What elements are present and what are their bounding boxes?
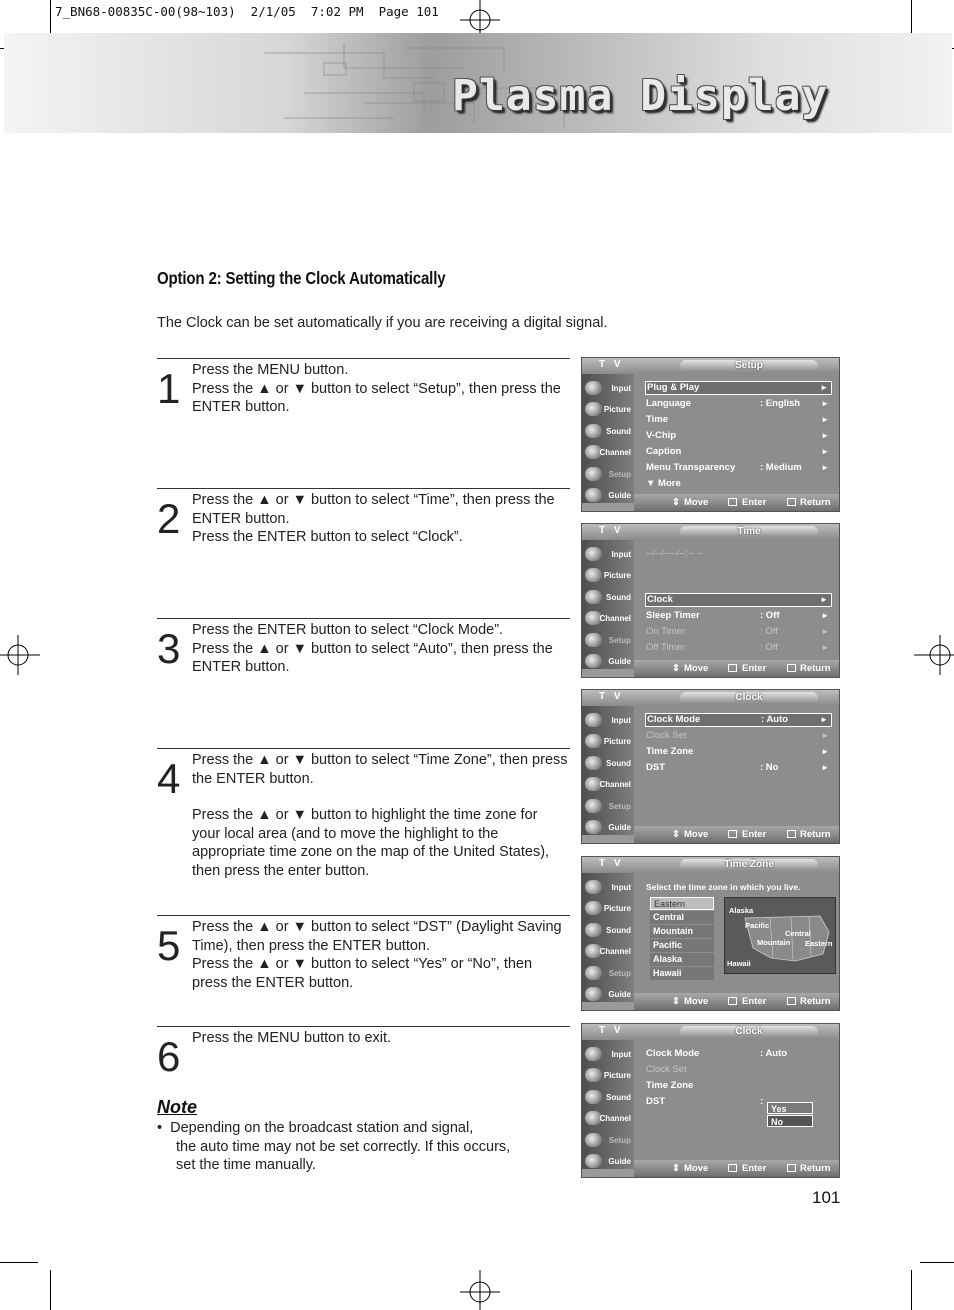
- osd-title: Time Zone: [680, 859, 818, 871]
- osd-sidebar-item: [584, 485, 633, 505]
- osd-sidebar-item: [584, 731, 633, 751]
- step-text: Press the ▲ or ▼ button to select “Auto”, then press the ENTER button.: [192, 640, 553, 675]
- osd-row-label: Language: [646, 398, 691, 409]
- guide-icon: [585, 1154, 602, 1168]
- crop-mark: [911, 1270, 912, 1310]
- return-icon: [787, 664, 796, 672]
- osd-row-value: : Off: [760, 610, 780, 621]
- dst-option: No: [767, 1115, 813, 1127]
- osd-menu-row: [645, 761, 832, 775]
- map-label: Hawaii: [727, 959, 751, 968]
- note-title: Note: [157, 1097, 197, 1117]
- guide-icon: [585, 987, 602, 1001]
- osd-sidebar-label: Guide: [608, 491, 631, 500]
- osd-sidebar-item: [584, 920, 633, 940]
- osd-time-header: [645, 547, 832, 561]
- step-5: [157, 915, 570, 991]
- osd-title: Setup: [680, 360, 818, 372]
- osd-sidebar-item: [584, 442, 633, 462]
- return-icon: [787, 830, 796, 838]
- osd-prompt-text: Select the time zone in which you live.: [646, 882, 801, 892]
- tv-menu-screen-1: [581, 357, 840, 512]
- osd-tv-label: T V: [599, 1025, 624, 1036]
- registration-mark-icon: [0, 635, 40, 675]
- osd-sidebar-label: Picture: [603, 904, 631, 913]
- osd-return-label: Return: [800, 497, 831, 508]
- sound-icon: [585, 756, 602, 770]
- arrow-right-icon: ►: [820, 383, 828, 392]
- input-icon: [585, 547, 602, 561]
- step-number: 4: [157, 755, 181, 802]
- osd-sidebar-label: Picture: [603, 405, 631, 414]
- osd-menu-row: [645, 397, 832, 411]
- osd-sidebar-label: Channel: [599, 780, 631, 789]
- enter-icon: [728, 830, 737, 838]
- osd-sidebar-label: Channel: [599, 1114, 631, 1123]
- setup-icon: [585, 799, 602, 813]
- osd-sidebar-label: Setup: [608, 969, 631, 978]
- osd-row-value: : English: [760, 398, 801, 409]
- osd-sidebar-item: [584, 421, 633, 441]
- crop-mark: [920, 1262, 954, 1263]
- step-text: Press the ENTER button to select “Clock”.: [192, 529, 463, 545]
- osd-sidebar-item: [584, 898, 633, 918]
- time-zone-list: [650, 897, 714, 981]
- osd-tv-label: T V: [599, 691, 624, 702]
- note-line: set the time manually.: [176, 1157, 316, 1173]
- osd-sidebar-item: [584, 651, 633, 671]
- arrow-right-icon: ►: [821, 399, 829, 408]
- osd-main: [634, 374, 839, 503]
- osd-enter-label: Enter: [742, 497, 767, 508]
- input-icon: [585, 880, 602, 894]
- osd-menu-row: [645, 445, 832, 459]
- osd-sidebar-item: [584, 774, 633, 794]
- osd-row-label: On Timer: [646, 626, 686, 637]
- input-icon: [585, 713, 602, 727]
- osd-row-label: Off Timer: [646, 642, 685, 653]
- osd-menu-row: [645, 381, 832, 395]
- osd-row-label: Clock Mode: [647, 714, 701, 725]
- osd-sidebar-label: Sound: [606, 427, 631, 436]
- osd-enter-label: Enter: [742, 1163, 767, 1174]
- osd-move-label: Move: [684, 996, 709, 1007]
- osd-sidebar-item: [584, 753, 633, 773]
- osd-menu-row: [645, 461, 832, 475]
- osd-sidebar-label: Guide: [608, 823, 631, 832]
- osd-row-label: ▼ More: [646, 478, 681, 489]
- picture-icon: [585, 568, 602, 582]
- osd-enter-label: Enter: [742, 663, 767, 674]
- osd-row-label: Sleep Timer: [646, 610, 700, 621]
- enter-icon: [728, 498, 737, 506]
- up-down-arrows-icon: ⇕: [672, 497, 680, 508]
- registration-mark-icon: [460, 1270, 500, 1310]
- step-text: Press the ▲ or ▼ button to select “Yes” or “No”, then press the ENTER button.: [192, 956, 533, 991]
- arrow-right-icon: ►: [821, 627, 829, 636]
- step-text: Press the MENU button to exit.: [192, 1030, 392, 1046]
- osd-sidebar-label: Channel: [599, 448, 631, 457]
- osd-main: [634, 540, 839, 669]
- osd-row-label: DST: [646, 1096, 665, 1107]
- osd-sidebar-label: Guide: [608, 990, 631, 999]
- time-zone-item: Mountain: [650, 925, 714, 938]
- step-6: [157, 1026, 570, 1080]
- osd-sidebar-item: [584, 399, 633, 419]
- arrow-right-icon: ►: [821, 731, 829, 740]
- osd-menu-row: [645, 593, 832, 607]
- osd-sidebar-item: [584, 630, 633, 650]
- osd-row-label: DST: [646, 762, 665, 773]
- tv-menu-screen-4: [581, 856, 840, 1011]
- sound-icon: [585, 1090, 602, 1104]
- osd-sidebar-label: Sound: [606, 1093, 631, 1102]
- time-zone-item: Alaska: [650, 953, 714, 966]
- osd-bottom-bar: [634, 826, 839, 843]
- osd-menu-row: [645, 413, 832, 427]
- tv-menu-screen-3: [581, 689, 840, 844]
- osd-row-value: : Off: [760, 642, 778, 653]
- osd-time-value: --/--/----/--:-- --: [646, 548, 704, 559]
- arrow-right-icon: ►: [821, 747, 829, 756]
- setup-icon: [585, 467, 602, 481]
- guide-icon: [585, 820, 602, 834]
- osd-row-value: : Medium: [760, 462, 802, 473]
- note-line: Depending on the broadcast station and signal,: [170, 1120, 474, 1136]
- sound-icon: [585, 424, 602, 438]
- osd-sidebar-label: Input: [611, 384, 631, 393]
- osd-sidebar-item: [584, 464, 633, 484]
- tv-menu-screen-5: [581, 1023, 840, 1178]
- arrow-right-icon: ►: [821, 415, 829, 424]
- osd-sidebar: [582, 1040, 634, 1169]
- return-icon: [787, 498, 796, 506]
- osd-sidebar-item: [584, 941, 633, 961]
- osd-enter-label: Enter: [742, 996, 767, 1007]
- page-number: 101: [812, 1188, 841, 1207]
- osd-sidebar-item: [584, 1130, 633, 1150]
- osd-sidebar-item: [584, 963, 633, 983]
- osd-bottom-bar: [634, 494, 839, 511]
- step-text: Press the ▲ or ▼ button to highlight the time zone for your local area (and to move the highlight to the appropriate time zone on the map of the United States), then press the enter button.: [192, 807, 550, 879]
- header-banner: [4, 33, 952, 133]
- osd-main: [634, 1040, 839, 1169]
- osd-menu-row: [645, 609, 832, 623]
- up-down-arrows-icon: ⇕: [672, 829, 680, 840]
- arrow-right-icon: ►: [821, 643, 829, 652]
- arrow-right-icon: ►: [821, 611, 829, 620]
- sound-icon: [585, 923, 602, 937]
- osd-return-label: Return: [800, 829, 831, 840]
- us-time-zone-map: [724, 897, 836, 974]
- enter-icon: [728, 1164, 737, 1172]
- osd-row-label: Time: [646, 414, 669, 425]
- osd-row-value: : No: [760, 762, 779, 773]
- osd-sidebar-item: [584, 877, 633, 897]
- crop-mark: [0, 1262, 38, 1263]
- osd-sidebar-label: Channel: [599, 947, 631, 956]
- step-text: Press the ▲ or ▼ button to select “Time Zone”, then press the ENTER button.: [192, 752, 568, 787]
- print-slug: 7_BN68-00835C-00(98~103) 2/1/05 7:02 PM Page 101: [55, 4, 439, 19]
- osd-sidebar-item: [584, 984, 633, 1004]
- step-3: [157, 618, 570, 675]
- osd-row-value: : Auto: [761, 714, 789, 725]
- step-4: [157, 748, 570, 879]
- osd-row-value: : Auto: [760, 1048, 788, 1059]
- osd-sidebar-item: [584, 1044, 633, 1064]
- osd-move-label: Move: [684, 497, 709, 508]
- step-1: [157, 358, 570, 415]
- step-number: 2: [157, 495, 181, 542]
- osd-sidebar-item: [584, 817, 633, 837]
- up-down-arrows-icon: ⇕: [672, 663, 680, 674]
- osd-sidebar: [582, 706, 634, 835]
- section-title: Option 2: Setting the Clock Automatically: [157, 268, 446, 288]
- dst-options-popup: [767, 1102, 813, 1128]
- osd-title: Time: [680, 526, 818, 538]
- osd-menu-row: [645, 625, 832, 639]
- osd-menu-row: [645, 477, 832, 491]
- step-number: 3: [157, 625, 181, 672]
- arrow-right-icon: ►: [821, 431, 829, 440]
- osd-sidebar-item: [584, 1108, 633, 1128]
- registration-mark-icon: [914, 635, 954, 675]
- sound-icon: [585, 590, 602, 604]
- osd-menu-row: [645, 1047, 832, 1061]
- osd-sidebar-label: Picture: [603, 1071, 631, 1080]
- osd-row-label: Clock: [647, 594, 673, 605]
- map-label: Alaska: [729, 906, 754, 915]
- input-icon: [585, 381, 602, 395]
- osd-move-label: Move: [684, 1163, 709, 1174]
- banner-title: Plasma Display: [452, 71, 829, 121]
- osd-return-label: Return: [800, 996, 831, 1007]
- osd-sidebar-label: Input: [611, 550, 631, 559]
- osd-menu-row: [645, 429, 832, 443]
- osd-main: [634, 873, 839, 1002]
- osd-tv-label: T V: [599, 359, 624, 370]
- osd-menu-row: [645, 745, 832, 759]
- osd-sidebar: [582, 540, 634, 669]
- osd-sidebar-label: Guide: [608, 657, 631, 666]
- osd-sidebar-item: [584, 1065, 633, 1085]
- osd-row-label: Menu Transparency: [646, 462, 736, 473]
- guide-icon: [585, 488, 602, 502]
- step-number: 5: [157, 922, 181, 969]
- osd-sidebar-label: Sound: [606, 926, 631, 935]
- osd-bottom-bar: [634, 660, 839, 677]
- note-line: the auto time may not be set correctly. If this occurs,: [176, 1138, 511, 1155]
- osd-sidebar: [582, 873, 634, 1002]
- setup-icon: [585, 633, 602, 647]
- step-number: 1: [157, 365, 181, 412]
- picture-icon: [585, 901, 602, 915]
- osd-sidebar-label: Setup: [608, 636, 631, 645]
- osd-row-label: Time Zone: [646, 1080, 694, 1091]
- note-text: [157, 1119, 557, 1175]
- intro-text: The Clock can be set automatically if you are receiving a digital signal.: [157, 315, 608, 331]
- osd-title: Clock: [680, 1026, 818, 1038]
- osd-sidebar-label: Setup: [608, 470, 631, 479]
- step-text: Press the ENTER button to select “Clock Mode”.: [192, 622, 504, 638]
- osd-enter-label: Enter: [742, 829, 767, 840]
- arrow-right-icon: ►: [821, 447, 829, 456]
- osd-prompt: [645, 880, 832, 894]
- arrow-right-icon: ►: [820, 715, 828, 724]
- time-zone-item: Eastern: [650, 897, 714, 910]
- step-text: Press the MENU button.: [192, 362, 349, 378]
- time-zone-item: Central: [650, 911, 714, 924]
- picture-icon: [585, 1068, 602, 1082]
- map-label: Central: [785, 929, 811, 938]
- osd-menu-row: [645, 713, 832, 727]
- osd-sidebar-label: Input: [611, 883, 631, 892]
- dst-option: Yes: [767, 1102, 813, 1114]
- step-number: 6: [157, 1033, 181, 1080]
- picture-icon: [585, 402, 602, 416]
- guide-icon: [585, 654, 602, 668]
- osd-sidebar-item: [584, 544, 633, 564]
- osd-sidebar-item: [584, 565, 633, 585]
- osd-sidebar-item: [584, 796, 633, 816]
- return-icon: [787, 1164, 796, 1172]
- osd-bottom-bar: [634, 993, 839, 1010]
- setup-icon: [585, 966, 602, 980]
- osd-menu-row: [645, 1063, 832, 1077]
- up-down-arrows-icon: ⇕: [672, 996, 680, 1007]
- map-label: Pacific: [745, 921, 770, 930]
- osd-row-label: Caption: [646, 446, 682, 457]
- crop-mark: [50, 1270, 51, 1310]
- osd-row-value: : Off: [760, 626, 778, 637]
- osd-row-label: Plug & Play: [647, 382, 700, 393]
- map-label: Mountain: [757, 938, 791, 947]
- osd-sidebar-item: [584, 587, 633, 607]
- osd-row-label: Time Zone: [646, 746, 694, 757]
- step-text: Press the ▲ or ▼ button to select “DST” (Daylight Saving Time), then press the ENTER button.: [192, 919, 562, 954]
- up-down-arrows-icon: ⇕: [672, 1163, 680, 1174]
- osd-row-label: Clock Set: [646, 730, 687, 741]
- setup-icon: [585, 1133, 602, 1147]
- osd-return-label: Return: [800, 663, 831, 674]
- osd-sidebar: [582, 374, 634, 503]
- arrow-right-icon: ►: [820, 595, 828, 604]
- osd-sidebar-item: [584, 378, 633, 398]
- step-2: [157, 488, 570, 545]
- input-icon: [585, 1047, 602, 1061]
- step-text: Press the ▲ or ▼ button to select “Time”, then press the ENTER button.: [192, 492, 555, 527]
- osd-move-label: Move: [684, 663, 709, 674]
- osd-sidebar-label: Setup: [608, 1136, 631, 1145]
- arrow-right-icon: ►: [821, 763, 829, 772]
- osd-sidebar-label: Picture: [603, 571, 631, 580]
- time-zone-item: Pacific: [650, 939, 714, 952]
- osd-row-value: :: [760, 1096, 764, 1107]
- osd-main: [634, 706, 839, 835]
- osd-sidebar-label: Channel: [599, 614, 631, 623]
- osd-row-label: Clock Set: [646, 1064, 687, 1075]
- osd-sidebar-label: Sound: [606, 593, 631, 602]
- osd-sidebar-label: Guide: [608, 1157, 631, 1166]
- osd-row-label: Clock Mode: [646, 1048, 700, 1059]
- osd-menu-row: [645, 729, 832, 743]
- osd-tv-label: T V: [599, 858, 624, 869]
- osd-sidebar-label: Sound: [606, 759, 631, 768]
- osd-tv-label: T V: [599, 525, 624, 536]
- osd-sidebar-item: [584, 710, 633, 730]
- step-text: Press the ▲ or ▼ button to select “Setup”, then press the ENTER button.: [192, 380, 561, 415]
- osd-sidebar-item: [584, 1151, 633, 1171]
- return-icon: [787, 997, 796, 1005]
- osd-sidebar-label: Input: [611, 1050, 631, 1059]
- osd-row-label: V-Chip: [646, 430, 677, 441]
- osd-sidebar-label: Input: [611, 716, 631, 725]
- enter-icon: [728, 997, 737, 1005]
- map-label: Eastern: [805, 939, 833, 948]
- osd-title: Clock: [680, 692, 818, 704]
- picture-icon: [585, 734, 602, 748]
- arrow-right-icon: ►: [821, 463, 829, 472]
- osd-menu-row: [645, 1079, 832, 1093]
- osd-return-label: Return: [800, 1163, 831, 1174]
- osd-sidebar-label: Setup: [608, 802, 631, 811]
- osd-sidebar-label: Picture: [603, 737, 631, 746]
- osd-bottom-bar: [634, 1160, 839, 1177]
- osd-sidebar-item: [584, 1087, 633, 1107]
- tv-menu-screen-2: [581, 523, 840, 678]
- enter-icon: [728, 664, 737, 672]
- note-bullet: •: [157, 1120, 163, 1136]
- osd-menu-row: [645, 641, 832, 655]
- osd-move-label: Move: [684, 829, 709, 840]
- osd-sidebar-item: [584, 608, 633, 628]
- time-zone-item: Hawaii: [650, 967, 714, 980]
